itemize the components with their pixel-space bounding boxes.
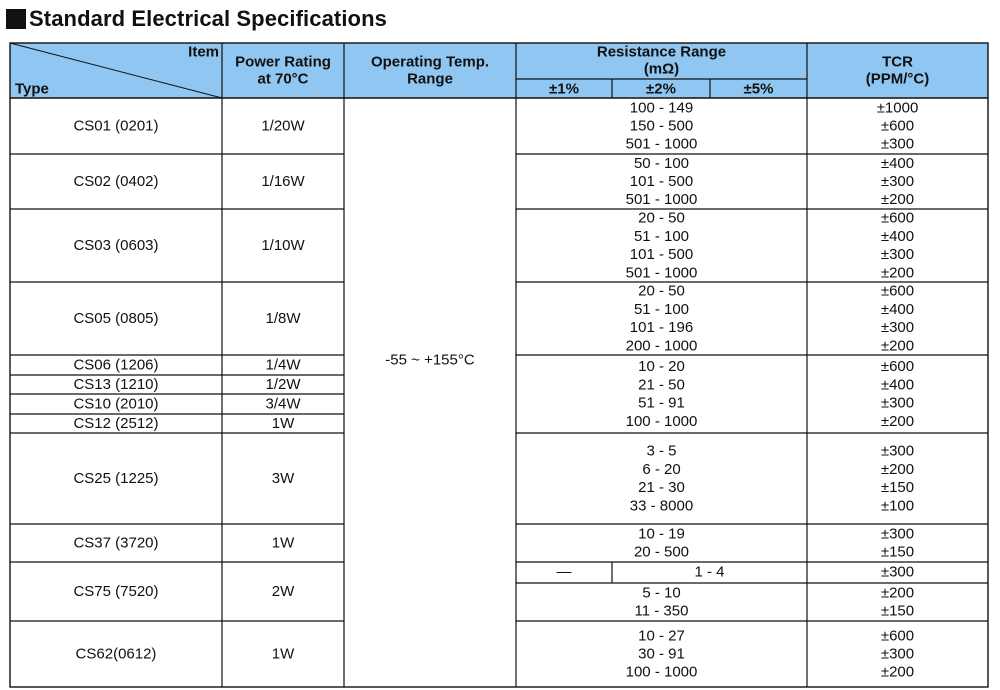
- power-cell: 3/4W: [265, 395, 301, 413]
- power-cell: 2W: [271, 583, 295, 600]
- tcr-cell: ±600: [880, 209, 915, 227]
- tcr-cell: ±300: [880, 442, 915, 460]
- resistance-cell: 101 - 500: [629, 173, 694, 190]
- resistance-cell: 20 - 50: [638, 209, 685, 227]
- resistance-cell: 100 - 149: [629, 99, 694, 117]
- type-cell: CS75 (7520): [73, 583, 159, 600]
- resistance-cell: 21 - 50: [638, 376, 685, 394]
- tcr-cell: ±400: [880, 376, 915, 394]
- resistance-cell: 30 - 91: [638, 645, 685, 663]
- header-background: [10, 43, 988, 98]
- type-cell: CS03 (0603): [73, 237, 159, 254]
- header-resistance-unit: (mΩ): [643, 60, 680, 78]
- header-resistance: Resistance Range: [596, 43, 727, 61]
- tcr-cell: ±600: [880, 627, 915, 645]
- resistance-cell: 50 - 100: [633, 154, 690, 172]
- header-tol-5pct: ±5%: [743, 80, 774, 98]
- power-cell: 1W: [271, 415, 295, 432]
- power-cell: 1/20W: [261, 117, 305, 135]
- resistance-cell: 3 - 5: [646, 442, 677, 460]
- resistance-cell: 33 - 8000: [629, 497, 694, 515]
- resistance-cell: 100 - 1000: [625, 663, 698, 681]
- resistance-cell: 1 - 4: [694, 563, 725, 581]
- header-tcr-unit: (PPM/°C): [865, 70, 930, 88]
- tcr-cell: ±200: [880, 337, 915, 355]
- resistance-cell: 10 - 20: [638, 358, 685, 376]
- tcr-cell: ±400: [880, 300, 915, 318]
- resistance-dash-cell: —: [556, 563, 572, 581]
- tcr-cell: ±600: [880, 358, 915, 376]
- tcr-cell: ±200: [880, 460, 915, 478]
- resistance-cell: 21 - 30: [638, 479, 685, 497]
- header-tol-1pct: ±1%: [549, 80, 579, 98]
- tcr-cell: ±150: [880, 602, 915, 620]
- tcr-cell: ±300: [880, 563, 915, 581]
- power-cell: 1W: [271, 534, 295, 552]
- resistance-cell: 501 - 1000: [625, 135, 698, 153]
- tcr-cell: ±200: [880, 264, 915, 282]
- resistance-cell: 11 - 350: [634, 602, 689, 620]
- type-cell: CS05 (0805): [73, 310, 159, 327]
- tcr-cell: ±300: [880, 246, 915, 264]
- resistance-cell: 501 - 1000: [625, 191, 698, 209]
- resistance-cell: 101 - 196: [629, 319, 694, 337]
- tcr-cell: ±300: [880, 173, 915, 190]
- tcr-cell: ±200: [880, 191, 915, 209]
- tcr-cell: ±600: [880, 282, 915, 300]
- tcr-cell: ±100: [880, 497, 915, 515]
- tcr-cell: ±400: [880, 154, 915, 172]
- type-cell: CS12 (2512): [73, 415, 159, 432]
- temp-range-cell: -55 ~ +155°C: [385, 351, 475, 369]
- type-cell: CS02 (0402): [73, 173, 159, 190]
- tcr-cell: ±200: [880, 663, 915, 681]
- header-tcr: TCR: [882, 53, 913, 71]
- resistance-cell: 10 - 27: [638, 627, 685, 645]
- power-cell: 1/2W: [265, 376, 301, 393]
- power-cell: 1/4W: [265, 356, 301, 374]
- power-cell: 1/8W: [265, 310, 301, 327]
- resistance-cell: 6 - 20: [642, 460, 681, 478]
- header-type: Type: [15, 80, 49, 98]
- type-cell: CS25 (1225): [73, 470, 159, 487]
- title-text: Standard Electrical Specifications: [29, 6, 387, 31]
- type-cell: CS01 (0201): [73, 117, 159, 135]
- tcr-cell: ±300: [880, 525, 915, 543]
- power-cell: 3W: [271, 470, 295, 487]
- resistance-cell: 5 - 10: [642, 584, 681, 602]
- type-cell: CS10 (2010): [73, 395, 159, 413]
- tcr-cell: ±300: [880, 394, 915, 412]
- tcr-cell: ±600: [880, 117, 915, 135]
- type-cell: CS06 (1206): [73, 356, 159, 374]
- resistance-cell: 20 - 500: [633, 543, 690, 561]
- header-item: Item: [188, 43, 219, 61]
- tcr-cell: ±400: [880, 227, 915, 245]
- header-power-temp: at 70°C: [257, 70, 309, 88]
- type-cell: CS62(0612): [75, 645, 157, 663]
- resistance-cell: 150 - 500: [629, 117, 694, 135]
- tcr-cell: ±300: [880, 135, 915, 153]
- power-cell: 1/10W: [261, 237, 305, 254]
- resistance-cell: 101 - 500: [629, 246, 694, 264]
- power-cell: 1/16W: [261, 173, 305, 190]
- resistance-cell: 501 - 1000: [625, 264, 698, 282]
- tcr-cell: ±300: [880, 645, 915, 663]
- resistance-cell: 51 - 91: [638, 394, 685, 412]
- resistance-cell: 10 - 19: [638, 525, 685, 543]
- resistance-cell: 51 - 100: [633, 300, 690, 318]
- resistance-cell: 200 - 1000: [625, 337, 698, 355]
- power-cell: 1W: [271, 645, 295, 663]
- type-cell: CS37 (3720): [73, 534, 159, 552]
- type-cell: CS13 (1210): [73, 376, 159, 393]
- header-temp: Operating Temp.: [370, 53, 490, 71]
- resistance-cell: 20 - 50: [638, 282, 685, 300]
- tcr-cell: ±150: [880, 479, 915, 497]
- header-tol-2pct: ±2%: [646, 80, 676, 98]
- tcr-cell: ±200: [880, 412, 915, 430]
- tcr-cell: ±200: [880, 584, 915, 602]
- tcr-cell: ±150: [880, 543, 915, 561]
- resistance-cell: 100 - 1000: [625, 412, 698, 430]
- resistance-cell: 51 - 100: [633, 227, 690, 245]
- tcr-cell: ±1000: [876, 99, 919, 117]
- tcr-cell: ±300: [880, 319, 915, 337]
- header-temp-range: Range: [407, 70, 453, 88]
- header-power: Power Rating: [235, 53, 331, 71]
